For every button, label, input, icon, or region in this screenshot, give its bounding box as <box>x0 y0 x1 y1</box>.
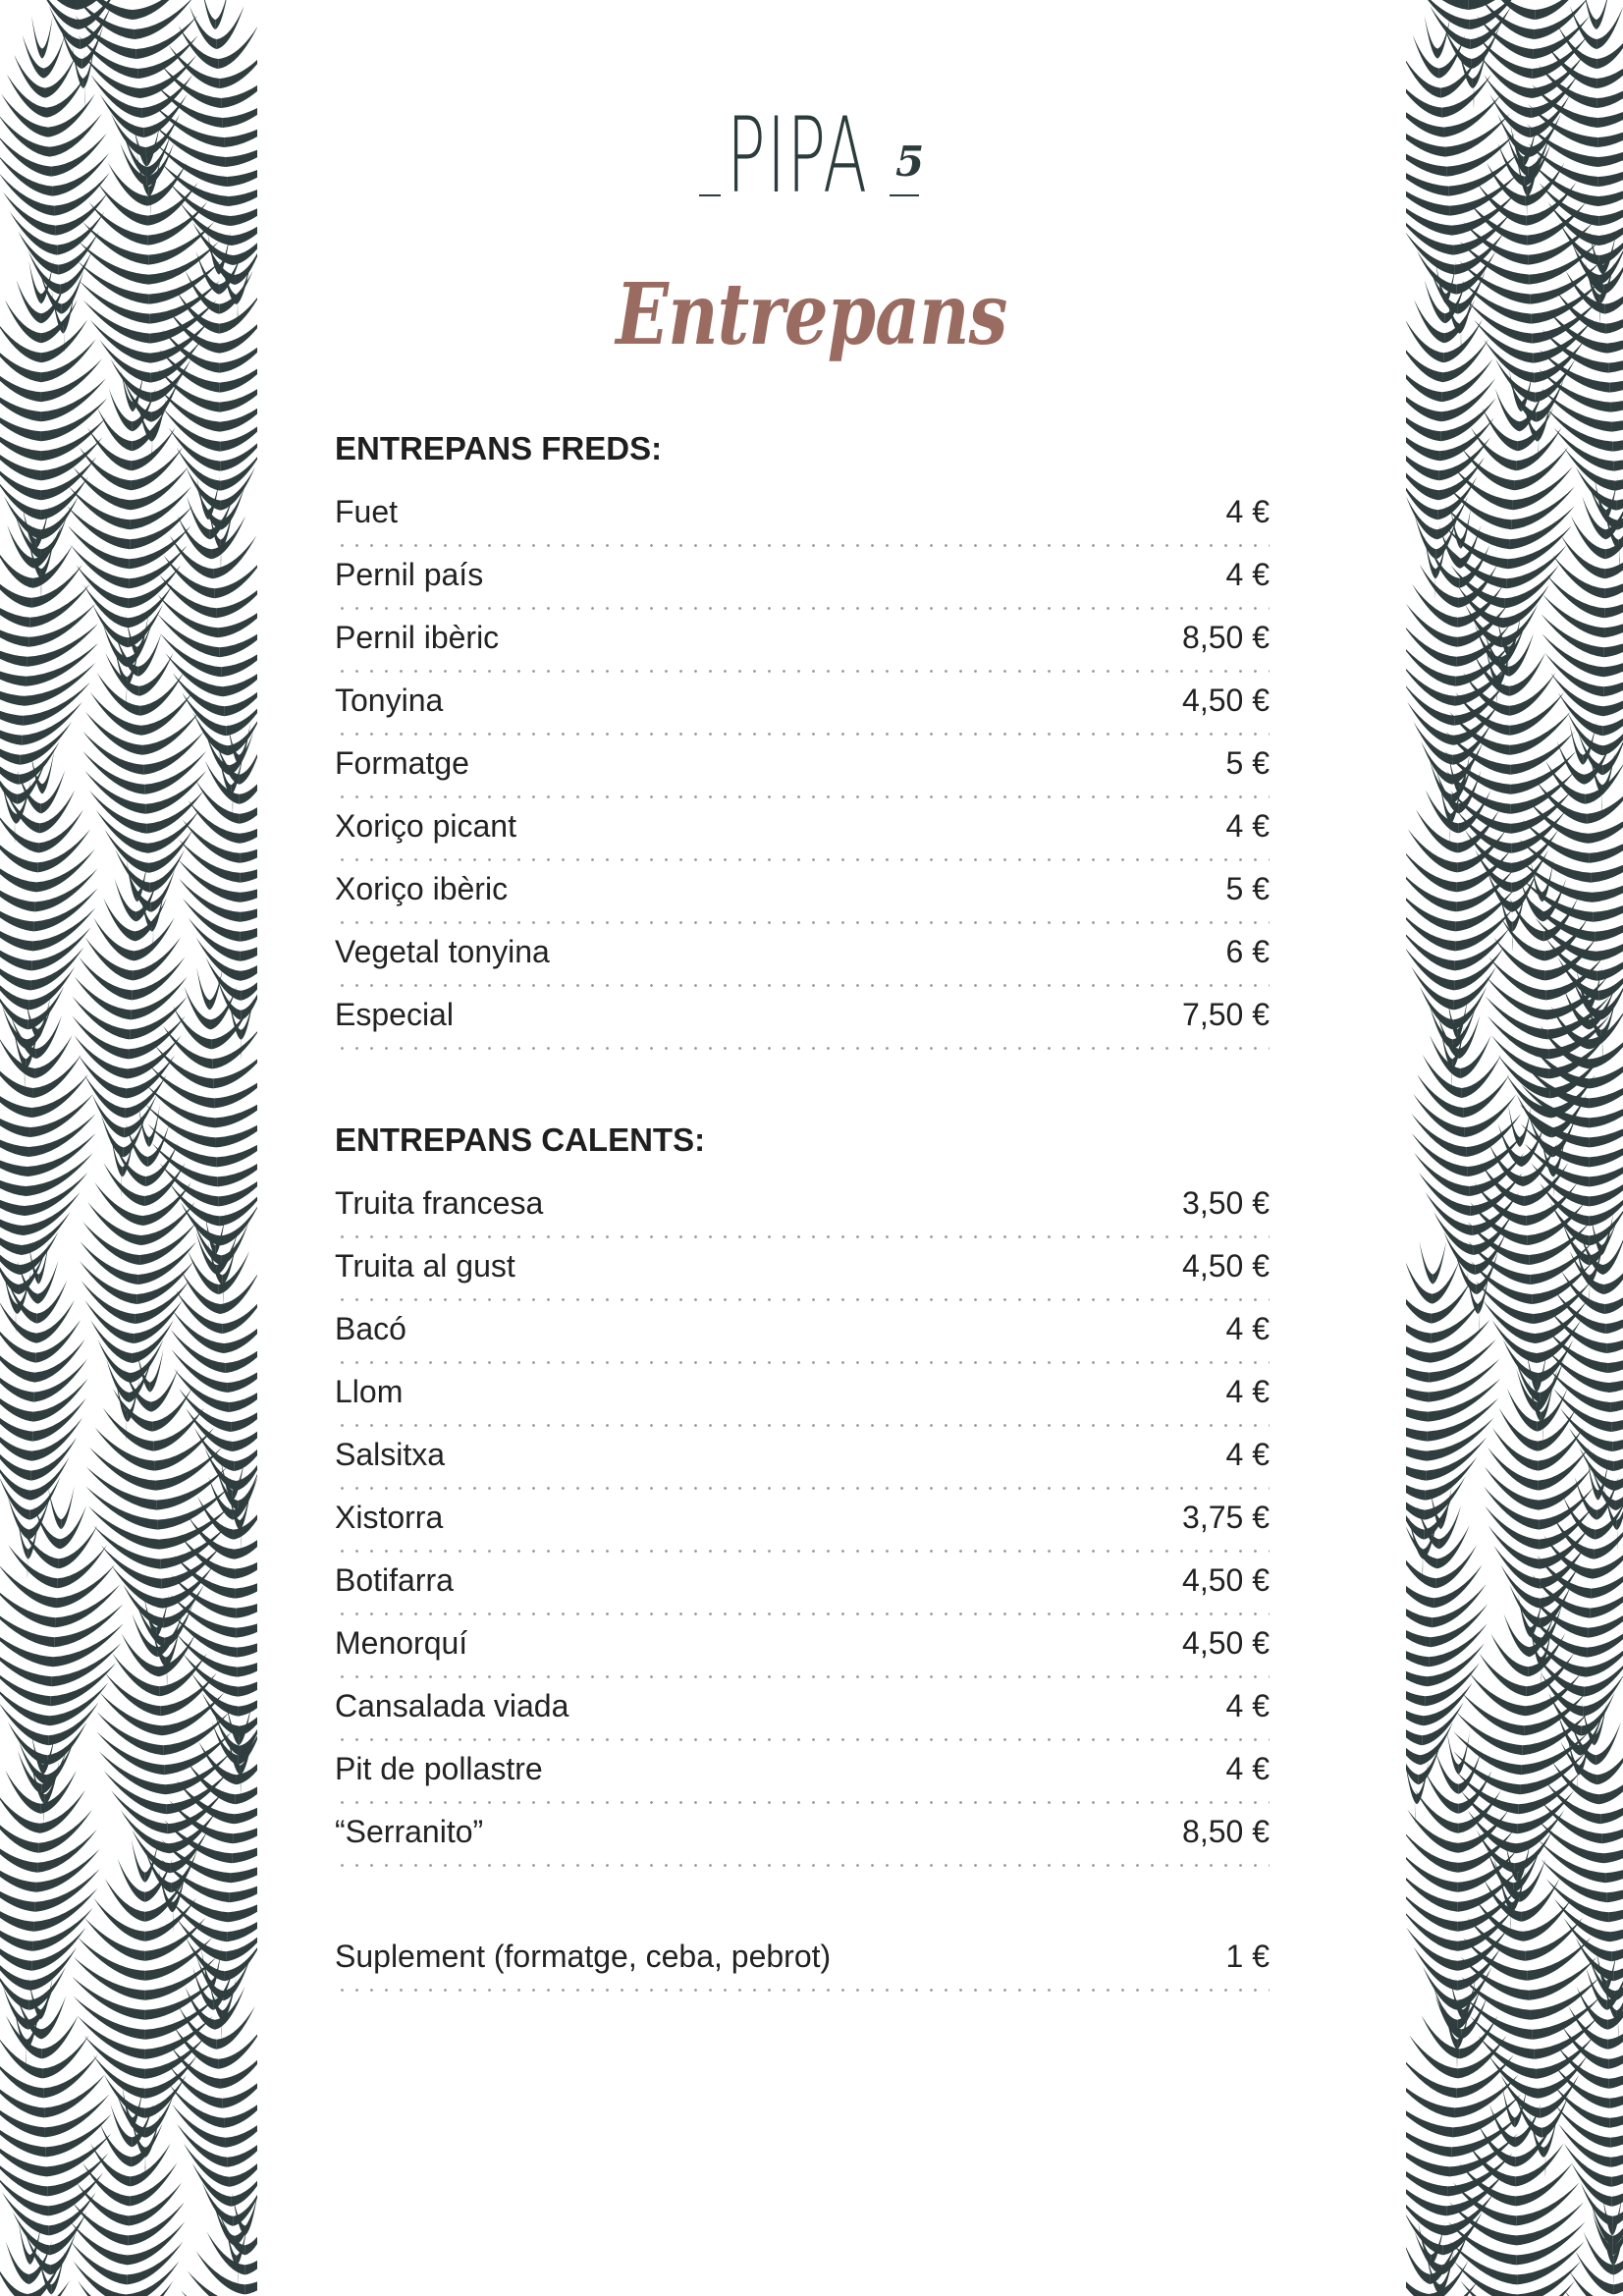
item-name: Bacó <box>335 1311 406 1346</box>
dotted-divider <box>335 607 1270 610</box>
item-price: 4,50 € <box>1182 1625 1270 1661</box>
leaf-stroke <box>1432 1281 1472 1324</box>
leaf-stroke <box>1596 0 1610 29</box>
section-title-cold: ENTREPANS FREDS: <box>335 430 663 466</box>
leaf-stroke <box>48 1486 61 1529</box>
item-name: Pernil ibèric <box>335 620 500 655</box>
menu-item <box>335 997 1270 1054</box>
leaf-stroke <box>5 1771 40 1814</box>
item-price: 4 € <box>1225 1437 1270 1472</box>
item-price: 4 € <box>1225 808 1270 844</box>
dotted-divider <box>335 1613 1270 1615</box>
leaf-stroke <box>1433 1241 1446 1285</box>
menu-item <box>335 1374 1270 1431</box>
dotted-divider <box>335 544 1270 547</box>
menu-item <box>335 1185 1270 1242</box>
dotted-divider <box>335 1738 1270 1741</box>
leaf-stroke <box>152 1389 191 1432</box>
leaf-stroke <box>184 986 210 1029</box>
menu-item <box>335 1751 1270 1808</box>
leaf-stroke <box>1425 16 1437 59</box>
leaf-stroke <box>42 16 53 59</box>
leaf-stroke <box>1460 1035 1490 1078</box>
leaf-stroke <box>1413 35 1439 79</box>
item-price: 5 € <box>1225 871 1270 906</box>
leaf-stroke <box>19 2221 30 2265</box>
item-name: Tonyina <box>335 683 444 718</box>
item-name: Pernil país <box>335 557 484 592</box>
item-name: “Serranito” <box>335 1814 484 1849</box>
leaf-stroke <box>41 770 65 813</box>
leaf-stroke <box>1425 1771 1458 1814</box>
item-name: Botifarra <box>335 1562 454 1598</box>
dotted-divider <box>335 1361 1270 1364</box>
item-name: Xoriço ibèric <box>335 871 509 906</box>
brand-logo <box>687 95 933 246</box>
item-price: 8,50 € <box>1182 620 1270 655</box>
leaf-shape <box>82 614 206 952</box>
leaf-stroke <box>61 1486 74 1529</box>
item-name: Xistorra <box>335 1500 444 1535</box>
item-name: Llom <box>335 1374 404 1409</box>
menu-item <box>335 1562 1270 1619</box>
item-name: Truita al gust <box>335 1248 515 1284</box>
leaf-shape <box>1539 232 1623 570</box>
dotted-divider <box>335 1675 1270 1678</box>
leaf-shape <box>1477 0 1590 216</box>
dotted-divider <box>335 1801 1270 1804</box>
leaf-stroke <box>1596 6 1623 49</box>
leaf-stroke <box>1522 1879 1560 1922</box>
leaf-shape <box>178 722 257 1060</box>
item-name: Xoriço picant <box>335 808 516 844</box>
menu-item <box>335 1500 1270 1557</box>
leaf-stroke <box>1483 408 1518 451</box>
item-name: Fuet <box>335 494 399 529</box>
leaf-stroke <box>103 898 135 941</box>
leaf-stroke <box>110 2104 132 2147</box>
dotted-divider <box>335 1864 1270 1867</box>
leaf-stroke <box>1596 1722 1621 1765</box>
item-price: 4 € <box>1225 1751 1270 1786</box>
menu-item <box>335 1688 1270 1745</box>
item-name: Salsitxa <box>335 1437 446 1472</box>
menu-item <box>335 620 1270 677</box>
leaf-stroke <box>1447 1731 1459 1775</box>
leaf-stroke <box>1602 1231 1623 1275</box>
menu-item <box>335 934 1270 991</box>
menu-item <box>335 871 1270 928</box>
leaf-stroke <box>189 6 217 49</box>
leaf-shape <box>1520 966 1623 1304</box>
item-name: Menorquí <box>335 1625 468 1661</box>
menu-item <box>335 1814 1270 1871</box>
leaf-stroke <box>1419 1241 1433 1285</box>
leaf-stroke <box>135 0 194 39</box>
leaf-stroke <box>218 26 257 69</box>
menu-item <box>335 1248 1270 1305</box>
leaf-stroke <box>109 388 133 431</box>
leaf-stroke <box>201 0 215 29</box>
leaf-stroke <box>1557 741 1585 785</box>
dotted-divider <box>335 670 1270 673</box>
item-name: Suplement (formatge, ceba, pebrot) <box>335 1939 832 1974</box>
item-price: 7,50 € <box>1182 997 1270 1032</box>
dotted-divider <box>335 1550 1270 1553</box>
item-price: 5 € <box>1225 745 1270 781</box>
item-price: 3,75 € <box>1182 1500 1270 1535</box>
leaf-shape <box>0 1731 100 2069</box>
supplement-item <box>335 1939 1270 1995</box>
dotted-divider <box>335 921 1270 924</box>
item-price: 4 € <box>1225 1688 1270 1723</box>
dotted-divider <box>335 1424 1270 1427</box>
leaf-stroke <box>6 2241 29 2284</box>
menu-item <box>335 683 1270 739</box>
item-name: Pit de pollastre <box>335 1751 543 1786</box>
item-price: 4,50 € <box>1182 683 1270 718</box>
leaf-stroke <box>41 1995 66 2039</box>
leaf-stroke <box>1406 2241 1431 2284</box>
menu-item <box>335 1311 1270 1368</box>
leaf-stroke <box>1571 516 1605 559</box>
leaf-stroke <box>45 55 77 98</box>
dotted-divider <box>335 795 1270 798</box>
leaf-stroke <box>31 16 42 59</box>
leaf-stroke <box>1406 1261 1433 1304</box>
leaf-stroke <box>5 300 41 343</box>
item-price: 4 € <box>1225 1311 1270 1346</box>
leaf-stroke <box>215 0 229 29</box>
logo-superscript: 5 <box>895 137 925 186</box>
leaf-stroke <box>150 1349 164 1393</box>
logo-dash-left <box>699 194 721 196</box>
item-price: 6 € <box>1225 934 1270 969</box>
section-title-hot: ENTREPANS CALENTS: <box>335 1121 706 1158</box>
item-price: 4 € <box>1225 557 1270 592</box>
leaf-stroke <box>1535 0 1587 20</box>
leaf-stroke <box>151 1369 179 1412</box>
menu-item <box>335 745 1270 802</box>
menu-item <box>335 808 1270 865</box>
item-price: 3,50 € <box>1182 1185 1270 1221</box>
leaf-stroke <box>1583 0 1596 29</box>
leaf-stroke <box>139 653 174 696</box>
leaf-stroke <box>118 1859 145 1902</box>
leaf-stroke <box>138 633 162 677</box>
item-price: 4,50 € <box>1182 1248 1270 1284</box>
dotted-divider <box>335 1298 1270 1301</box>
leaf-stroke <box>37 1261 58 1304</box>
leaf-stroke <box>28 260 41 303</box>
leaf-shape <box>1411 996 1524 1334</box>
leaf-stroke <box>100 2123 132 2166</box>
leaf-shape <box>80 1104 197 1442</box>
menu-item <box>335 1437 1270 1494</box>
item-name: Formatge <box>335 745 469 781</box>
item-price: 4 € <box>1225 494 1270 529</box>
leaf-stroke <box>1433 1261 1460 1304</box>
item-name: Cansalada viada <box>335 1688 569 1723</box>
leaf-stroke <box>1490 1633 1528 1676</box>
dotted-divider <box>335 858 1270 861</box>
page-title: Entrepans <box>616 265 1007 364</box>
leaf-stroke <box>1498 1123 1522 1167</box>
item-price: 4 € <box>1225 1374 1270 1409</box>
dotted-divider <box>335 984 1270 987</box>
leaf-shape <box>17 0 129 108</box>
leaf-stroke <box>17 280 41 323</box>
leaf-stroke <box>42 2015 79 2058</box>
leaf-stroke <box>149 1104 160 1147</box>
leaf-stroke <box>60 1505 86 1549</box>
menu-item <box>335 494 1270 551</box>
dotted-divider <box>335 1487 1270 1490</box>
logo-text: PIPA <box>727 95 869 216</box>
leaf-stroke <box>0 545 33 588</box>
leaf-stroke <box>105 1879 145 1922</box>
leaf-stroke <box>196 966 209 1010</box>
dotted-divider <box>335 733 1270 736</box>
leaf-shape <box>0 996 95 1334</box>
dotted-divider <box>335 1989 1270 1992</box>
logo-dash-right <box>890 194 919 196</box>
item-name: Vegetal tonyina <box>335 934 550 969</box>
item-price: 8,50 € <box>1182 1814 1270 1849</box>
menu-item <box>335 557 1270 614</box>
menu-item <box>335 1625 1270 1682</box>
leaf-stroke <box>97 408 132 451</box>
leaf-stroke <box>1435 1751 1458 1794</box>
item-price: 4,50 € <box>1182 1562 1270 1598</box>
item-name: Especial <box>335 997 454 1032</box>
dotted-divider <box>335 1235 1270 1238</box>
item-name: Truita francesa <box>335 1185 544 1221</box>
leaf-stroke <box>217 6 244 49</box>
item-price: 1 € <box>1225 1939 1270 1974</box>
leaf-stroke <box>1509 653 1545 696</box>
dotted-divider <box>335 1047 1270 1050</box>
